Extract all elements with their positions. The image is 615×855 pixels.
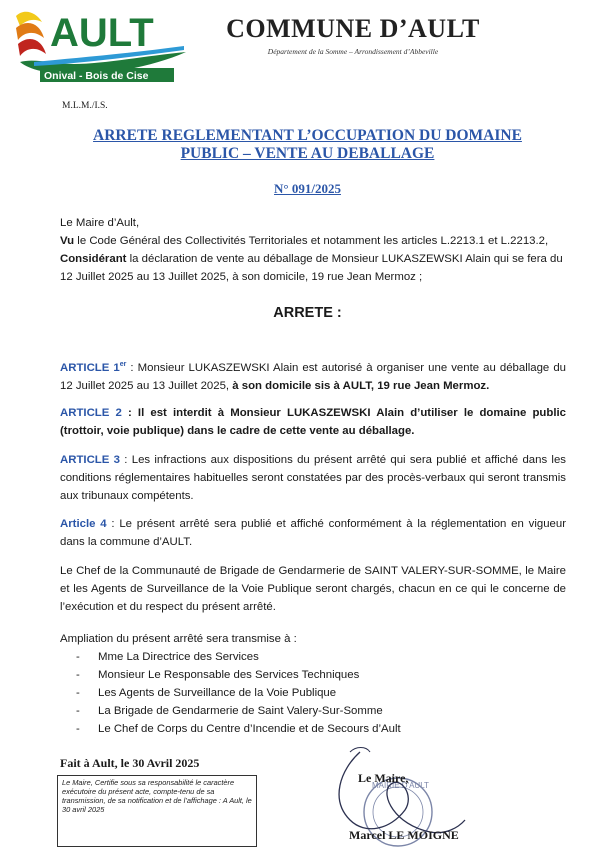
preamble-considerant: Considérant la déclaration de vente au déballage de Monsieur LUKASZEWSKI Alain qui se fera du 12 Juillet 2025 au 13 Juillet 2025, à son domicile, 19 rue Jean Mermoz ; xyxy=(60,253,563,283)
fait-a: Fait à Ault, le 30 Avril 2025 xyxy=(60,756,200,770)
arrete-heading: ARRETE : xyxy=(273,305,342,321)
mayor-name: Marcel LE MOIGNE xyxy=(349,828,459,842)
article-1: ARTICLE 1er : Monsieur LUKASZEWSKI Alain est autorisé à organiser une vente au déballage du 12 Juillet 2025 au 13 Juillet 2025, à son domicile sis à AULT, 19 rue Jean Mermoz. xyxy=(60,361,566,392)
preamble xyxy=(60,214,566,286)
article-4-label: Article 4 xyxy=(60,518,107,530)
list-item: - Monsieur Le Responsable des Services Techniques xyxy=(76,669,360,681)
title-line-1: ARRETE REGLEMENTANT L’OCCUPATION DU DOMAINE xyxy=(93,127,522,144)
article-2: ARTICLE 2 : Il est interdit à Monsieur LUKASZEWSKI Alain d’utiliser le domaine public (trottoir, voie publique) dans le cadre de cette vente au déballage. xyxy=(60,407,566,437)
logo-text: AULT xyxy=(50,11,154,55)
execution-paragraph: Le Chef de la Communauté de Brigade de Gendarmerie de SAINT VALERY-SUR-SOMME, le Maire et les Agents de Surveillance de la Voie Publique seront chargés, chacun en ce qui le concerne de l’exécution et du respect du présent arrêté. xyxy=(60,565,566,613)
article-3-label: ARTICLE 3 xyxy=(60,454,120,466)
logo-subtitle: Onival - Bois de Cise xyxy=(44,70,149,82)
seal-text: MAIRIE D'AULT xyxy=(372,781,429,790)
mayor-label: Le Maire, xyxy=(358,771,409,785)
list-item: - Mme La Directrice des Services xyxy=(76,651,259,663)
document-reference: M.L.M./I.S. xyxy=(62,101,108,111)
title-line-2: PUBLIC – VENTE AU DEBALLAGE xyxy=(180,145,435,162)
commune-subtitle: Département de la Somme – Arrondissement d’Abbeville xyxy=(267,47,439,56)
commune-logo xyxy=(14,4,190,84)
article-4: Article 4 : Le présent arrêté sera publié et affiché conformément à la réglementation en vigueur dans la commune d’AULT. xyxy=(60,518,567,548)
commune-title: COMMUNE D’AULT xyxy=(226,14,480,43)
preamble-intro: Le Maire d’Ault, xyxy=(60,217,140,229)
article-3: ARTICLE 3 : Les infractions aux dispositions du présent arrêté qui sera publié et affiché dans les conditions réglementaires habituelles seront constatées par des procès-verbaux qui seront transmis aux tribunaux compétents. xyxy=(60,454,566,502)
distribution-intro: Ampliation du présent arrêté sera transmise à : xyxy=(60,633,297,645)
certification-box: Le Maire, Certifie sous sa responsabilité le caractère exécutoire du présent acte, compte-tenu de sa transmission, de sa notification et de l’affichage : A Ault, le 30 avril 2025 xyxy=(57,775,257,847)
document-number: N° 091/2025 xyxy=(274,181,341,196)
list-item: - La Brigade de Gendarmerie de Saint Valery-Sur-Somme xyxy=(76,705,383,717)
list-item: - Les Agents de Surveillance de la Voie Publique xyxy=(76,687,337,699)
distribution-list xyxy=(60,648,566,738)
article-2-label: ARTICLE 2 xyxy=(60,407,122,419)
document-title xyxy=(40,127,575,163)
preamble-vu: Vu le Code Général des Collectivités Territoriales et notamment les articles L.2213.1 et L.2213.2, xyxy=(60,235,549,247)
list-item: - Le Chef de Corps du Centre d’Incendie et de Secours d’Ault xyxy=(76,723,401,735)
article-1-label: ARTICLE 1er xyxy=(60,361,127,374)
